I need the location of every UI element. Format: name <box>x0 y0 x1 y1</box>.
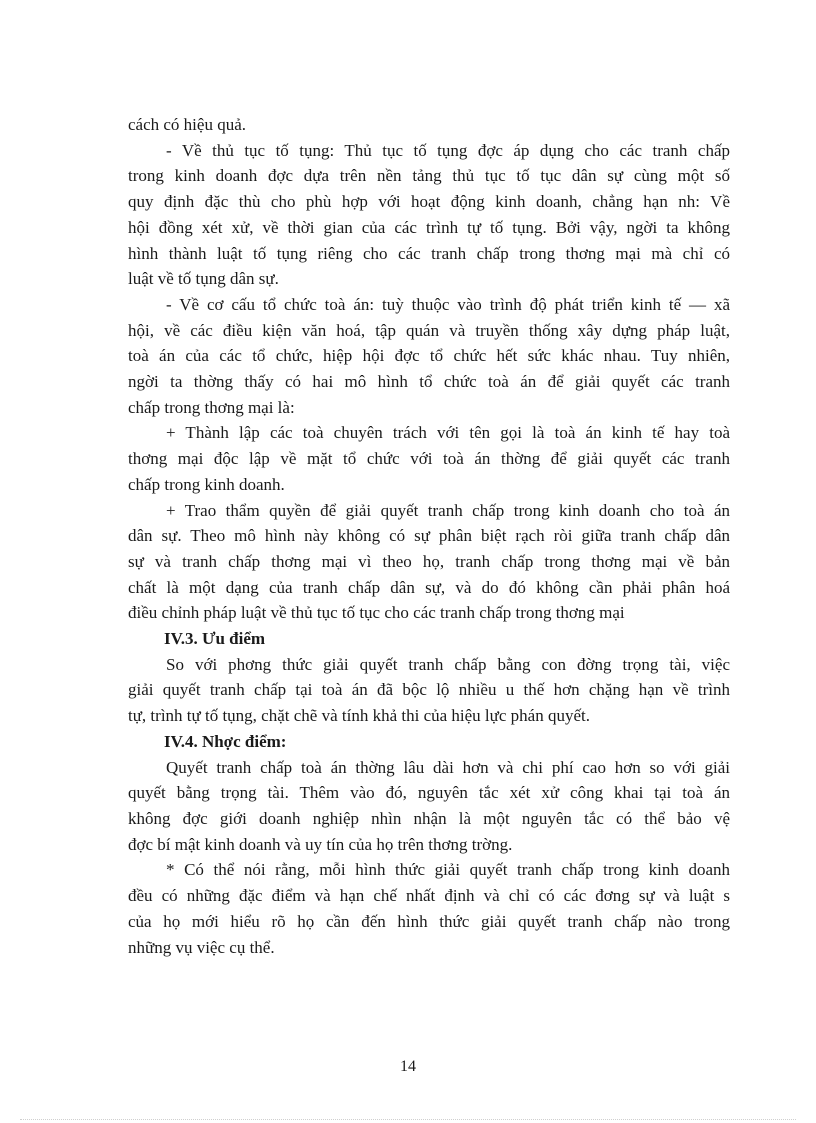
text-line: Quyết tranh chấp toà án thờng lâu dài hơn và chi phí cao hơn so với giải <box>166 757 730 777</box>
text-line: toà án của các tổ chức, hiệp hội đợc tổ chức hết sức khác nhau. Tuy nhiên, <box>128 346 730 366</box>
text-line: + Trao thẩm quyền để giải quyết tranh chấp trong kinh doanh cho toà án <box>166 500 730 520</box>
paragraph-conclusion <box>128 857 730 960</box>
text-line: đều có những đặc điểm và hạn chế nhất định và chỉ có các đơng sự và luật s <box>128 886 730 906</box>
text-line: + Thành lập các toà chuyên trách với tên gọi là toà án kinh tế hay toà <box>166 423 730 443</box>
text-line: quy định đặc thù cho phù hợp với hoạt động kinh doanh, chẳng hạn nh: Về <box>128 192 730 212</box>
text-line: So với phơng thức giải quyết tranh chấp bằng con đờng trọng tài, việc <box>166 654 730 674</box>
text-line: giải quyết tranh chấp tại toà án đã bộc lộ nhiều u thế hơn chặng hạn về trình <box>128 680 730 700</box>
section-heading-disadvantages: IV.4. Nhợc điểm: <box>164 731 287 751</box>
text-line: dân sự. Theo mô hình này không có sự phân biệt rạch ròi giữa tranh chấp dân <box>128 526 730 546</box>
text-line: trong kinh doanh đợc dựa trên nền tảng thủ tục tố tục dân sự cùng một số <box>128 166 730 186</box>
paragraph-advantages <box>128 652 730 729</box>
text-line: ngời ta thờng thấy có hai mô hình tổ chức toà án để giải quyết các tranh <box>128 372 730 392</box>
text-line: đợc bí mật kinh doanh và uy tín của họ trên thơng trờng. <box>128 834 513 854</box>
section-heading-advantages: IV.3. Ưu điểm <box>164 629 266 649</box>
text-line: hội đồng xét xử, về thời gian của các trình tự tố tụng. Bởi vậy, ngời ta không <box>128 217 730 237</box>
paragraph-model-1 <box>128 420 730 497</box>
text-line: không đợc giới doanh nghiệp nhìn nhận là một nguyên tắc có thể bảo vệ <box>128 808 730 828</box>
page-number: 14 <box>400 1058 416 1075</box>
paragraph-disadvantages <box>128 755 730 858</box>
text-line: * Có thể nói rằng, mỗi hình thức giải quyết tranh chấp trong kinh doanh <box>166 860 730 880</box>
text-line: của họ mới hiểu rõ họ cần đến hình thức giải quyết tranh chấp nào trong <box>128 911 730 931</box>
text-line: - Về cơ cấu tổ chức toà án: tuỳ thuộc vào trình độ phát triển kinh tế — xã <box>166 294 730 314</box>
paragraph <box>128 112 730 138</box>
text-line: - Về thủ tục tố tụng: Thủ tục tố tụng đợc áp dụng cho các tranh chấp <box>166 140 730 160</box>
text-line: hội, về các điều kiện văn hoá, tập quán và truyền thống xây dựng pháp luật, <box>128 320 730 340</box>
text-line: hình thành luật tố tụng riêng cho các tranh chấp trong thơng mại mà chỉ có <box>128 243 730 263</box>
text-line: chấp trong kinh doanh. <box>128 474 285 494</box>
text-line: quyết bằng trọng tài. Thêm vào đó, nguyên tắc xét xử công khai tại toà án <box>128 783 730 803</box>
text-line: tự, trình tự tố tụng, chặt chẽ và tính khả thi của hiệu lực phán quyết. <box>128 706 590 726</box>
paragraph-model-2 <box>128 498 730 627</box>
text-line: thơng mại độc lập về mặt tổ chức với toà án thờng để giải quyết các tranh <box>128 449 730 469</box>
text-line: luật về tố tụng dân sự. <box>128 269 279 289</box>
text-line: điều chỉnh pháp luật về thủ tục tố tục cho các tranh chấp trong thơng mại <box>128 603 625 623</box>
text-line: cách có hiệu quả. <box>128 115 246 134</box>
text-line: chất là một dạng của tranh chấp dân sự, và do đó không cần phải phân hoá <box>128 577 730 597</box>
document-body <box>128 112 730 960</box>
text-line: sự và tranh chấp thơng mại vì theo họ, tranh chấp trong thơng mại về bản <box>128 551 730 571</box>
text-line: những vụ việc cụ thể. <box>128 937 275 957</box>
text-line: chấp trong thơng mại là: <box>128 397 295 417</box>
page-bottom-divider <box>20 1119 796 1120</box>
paragraph-procedure <box>128 138 730 292</box>
paragraph-court-structure <box>128 292 730 421</box>
